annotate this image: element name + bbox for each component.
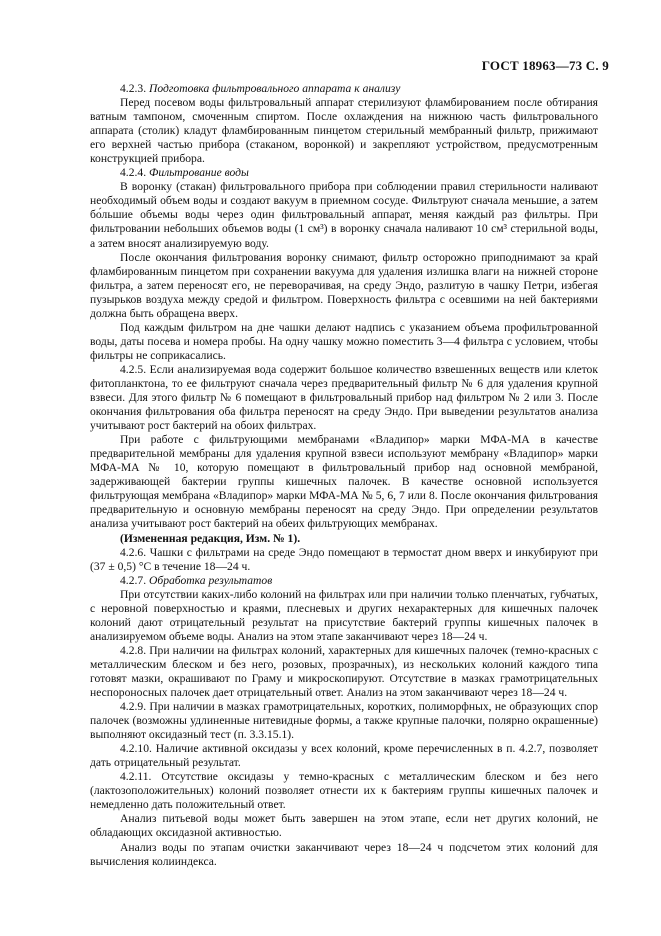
- amendment-note: (Измененная редакция, Изм. № 1).: [120, 531, 301, 545]
- paragraph: После окончания фильтрования воронку снимают, фильтр осторожно приподнимают за край фламбированным пинцетом при сохранении вакуума для удаления излишка влаги на нижней стороне фильтра, а затем переносят его, не переворачивая, на среду Эндо, разлитую в чашку Петри, избегая пузырьков воздуха между средой и фильтром. Поверхность фильтра с осевшими на ней бактериями должна быть обращена вверх.: [90, 250, 598, 320]
- paragraph: 4.2.8. При наличии на фильтрах колоний, характерных для кишечных палочек (темно-красных с металлическим блеском и без него, розовых, прозрачных), из нескольких колоний каждого типа готовят мазки, окрашивают по Граму и микроскопируют. Отсутствие в мазках грамотрицательных неспороносных палочек дает отрицательный ответ. Анализ на этом заканчивают через 18—24 ч.: [90, 643, 599, 700]
- paragraph: 4.2.9. При наличии в мазках грамотрицательных, коротких, полиморфных, не образующих спор палочек (возможны удлиненные нитевидные формы, а также крупные палочки, полярно окрашенные) выполняют оксидазный тест (п. 3.3.15.1).: [90, 700, 598, 742]
- section-title: Подготовка фильтровального аппарата к анализу: [149, 82, 401, 95]
- page-header: ГОСТ 18963—73 С. 9: [481, 58, 609, 73]
- paragraph: 4.2.11. Отсутствие оксидазы у темно-красных с металлическим блеском и без него (лактозоположительных) колоний позволяет отнести их к бактериям группы кишечных палочек и немедленно дать положительный ответ.: [90, 770, 598, 812]
- paragraph: 4.2.10. Наличие активной оксидазы у всех колоний, кроме перечисленных в п. 4.2.7, позволяет дать отрицательный результат.: [90, 742, 598, 770]
- paragraph: 4.2.4. Фильтрование воды: [120, 166, 249, 180]
- paragraph: Перед посевом воды фильтровальный аппарат стерилизуют фламбированием после обтирания ватным тампоном, смоченным спиртом. После охлаждения на нижнюю часть фильтровального аппарата (столик) кладут фламбированным пинцетом стерильный мембранный фильтр, прижимают его верхней частью прибора (стаканом, воронкой) и закрепляют устройством, предусмотренным конструкцией прибора.: [90, 96, 598, 166]
- section-title: Обработка результатов: [149, 573, 273, 587]
- paragraph: 4.2.5. Если анализируемая вода содержит большое количество взвешенных веществ или клеток фитопланктона, то ее фильтруют сначала через предварительный фильтр № 6 для удаления крупной взвеси. Для этого фильтр № 6 помещают в фильтровальный прибор над фильтром № 2 или 3. После окончания фильтрования оба фильтра переносят на среду Эндо. При выведении результатов анализа учитывают рост бактерий на обоих фильтрах.: [90, 362, 598, 433]
- paragraph: При работе с фильтрующими мембранами «Владипор» марки МФА-МА в качестве предварительной мембраны для удаления крупной взвеси используют мембрану «Владипор» марки МФА-МА № 10, которую помещают в фильтровальный прибор над основной мембраной, задерживающей бактерии группы кишечных палочек. В качестве основной используется фильтрующая мембрана «Владипор» марки МФА-МА № 5, 6, 7 или 8. После окончания фильтрования предварительную и основную мембраны переносят на среду Эндо. При определении результатов анализа учитывают рост бактерий на обеих фильтрующих мембранах.: [90, 433, 598, 531]
- paragraph: Под каждым фильтром на дне чашки делают надпись с указанием объема профильтрованной воды, даты посева и номера пробы. На одну чашку можно поместить 3—4 фильтра с условием, чтобы фильтры не соприкасались.: [90, 320, 598, 362]
- paragraph: При отсутствии каких-либо колоний на фильтрах или при наличии только пленчатых, губчатых, с неровной поверхностью и краями, плесневых и других нехарактерных для кишечных палочек колоний дают отрицательный результат на присутствие бактерий группы кишечных палочек в анализируемом объеме воды. Анализ на этом этапе заканчивают через 18—24 ч.: [90, 587, 598, 643]
- paragraph: В воронку (стакан) фильтровального прибора при соблюдении правил стерильности наливают необходимый объем воды и создают вакуум в приемном сосуде. Фильтруют сначала меньшие, а затем бо́льшие объемы воды через один фильтровальный аппарат, меняя каждый раз фильтры. При фильтровании небольших объемов воды (1 см³) в воронку сначала наливают 10 см³ стерильной воды, а затем вносят анализируемую воду.: [90, 180, 598, 250]
- paragraph: 4.2.3. Подготовка фильтровального аппарата к анализу: [120, 82, 401, 95]
- document-body: [90, 82, 598, 869]
- paragraph: 4.2.6. Чашки с фильтрами на среде Эндо помещают в термостат дном вверх и инкубируют при (37 ± 0,5) °С в течение 18—24 ч.: [90, 545, 598, 573]
- paragraph: Анализ воды по этапам очистки заканчивают через 18—24 ч подсчетом этих колоний для вычисления колииндекса.: [90, 840, 598, 868]
- section-title: Фильтрование воды: [149, 166, 249, 180]
- paragraph: 4.2.7. Обработка результатов: [120, 573, 273, 587]
- paragraph: Анализ питьевой воды может быть завершен на этом этапе, если нет других колоний, не обладающих оксидазной активностью.: [90, 812, 598, 840]
